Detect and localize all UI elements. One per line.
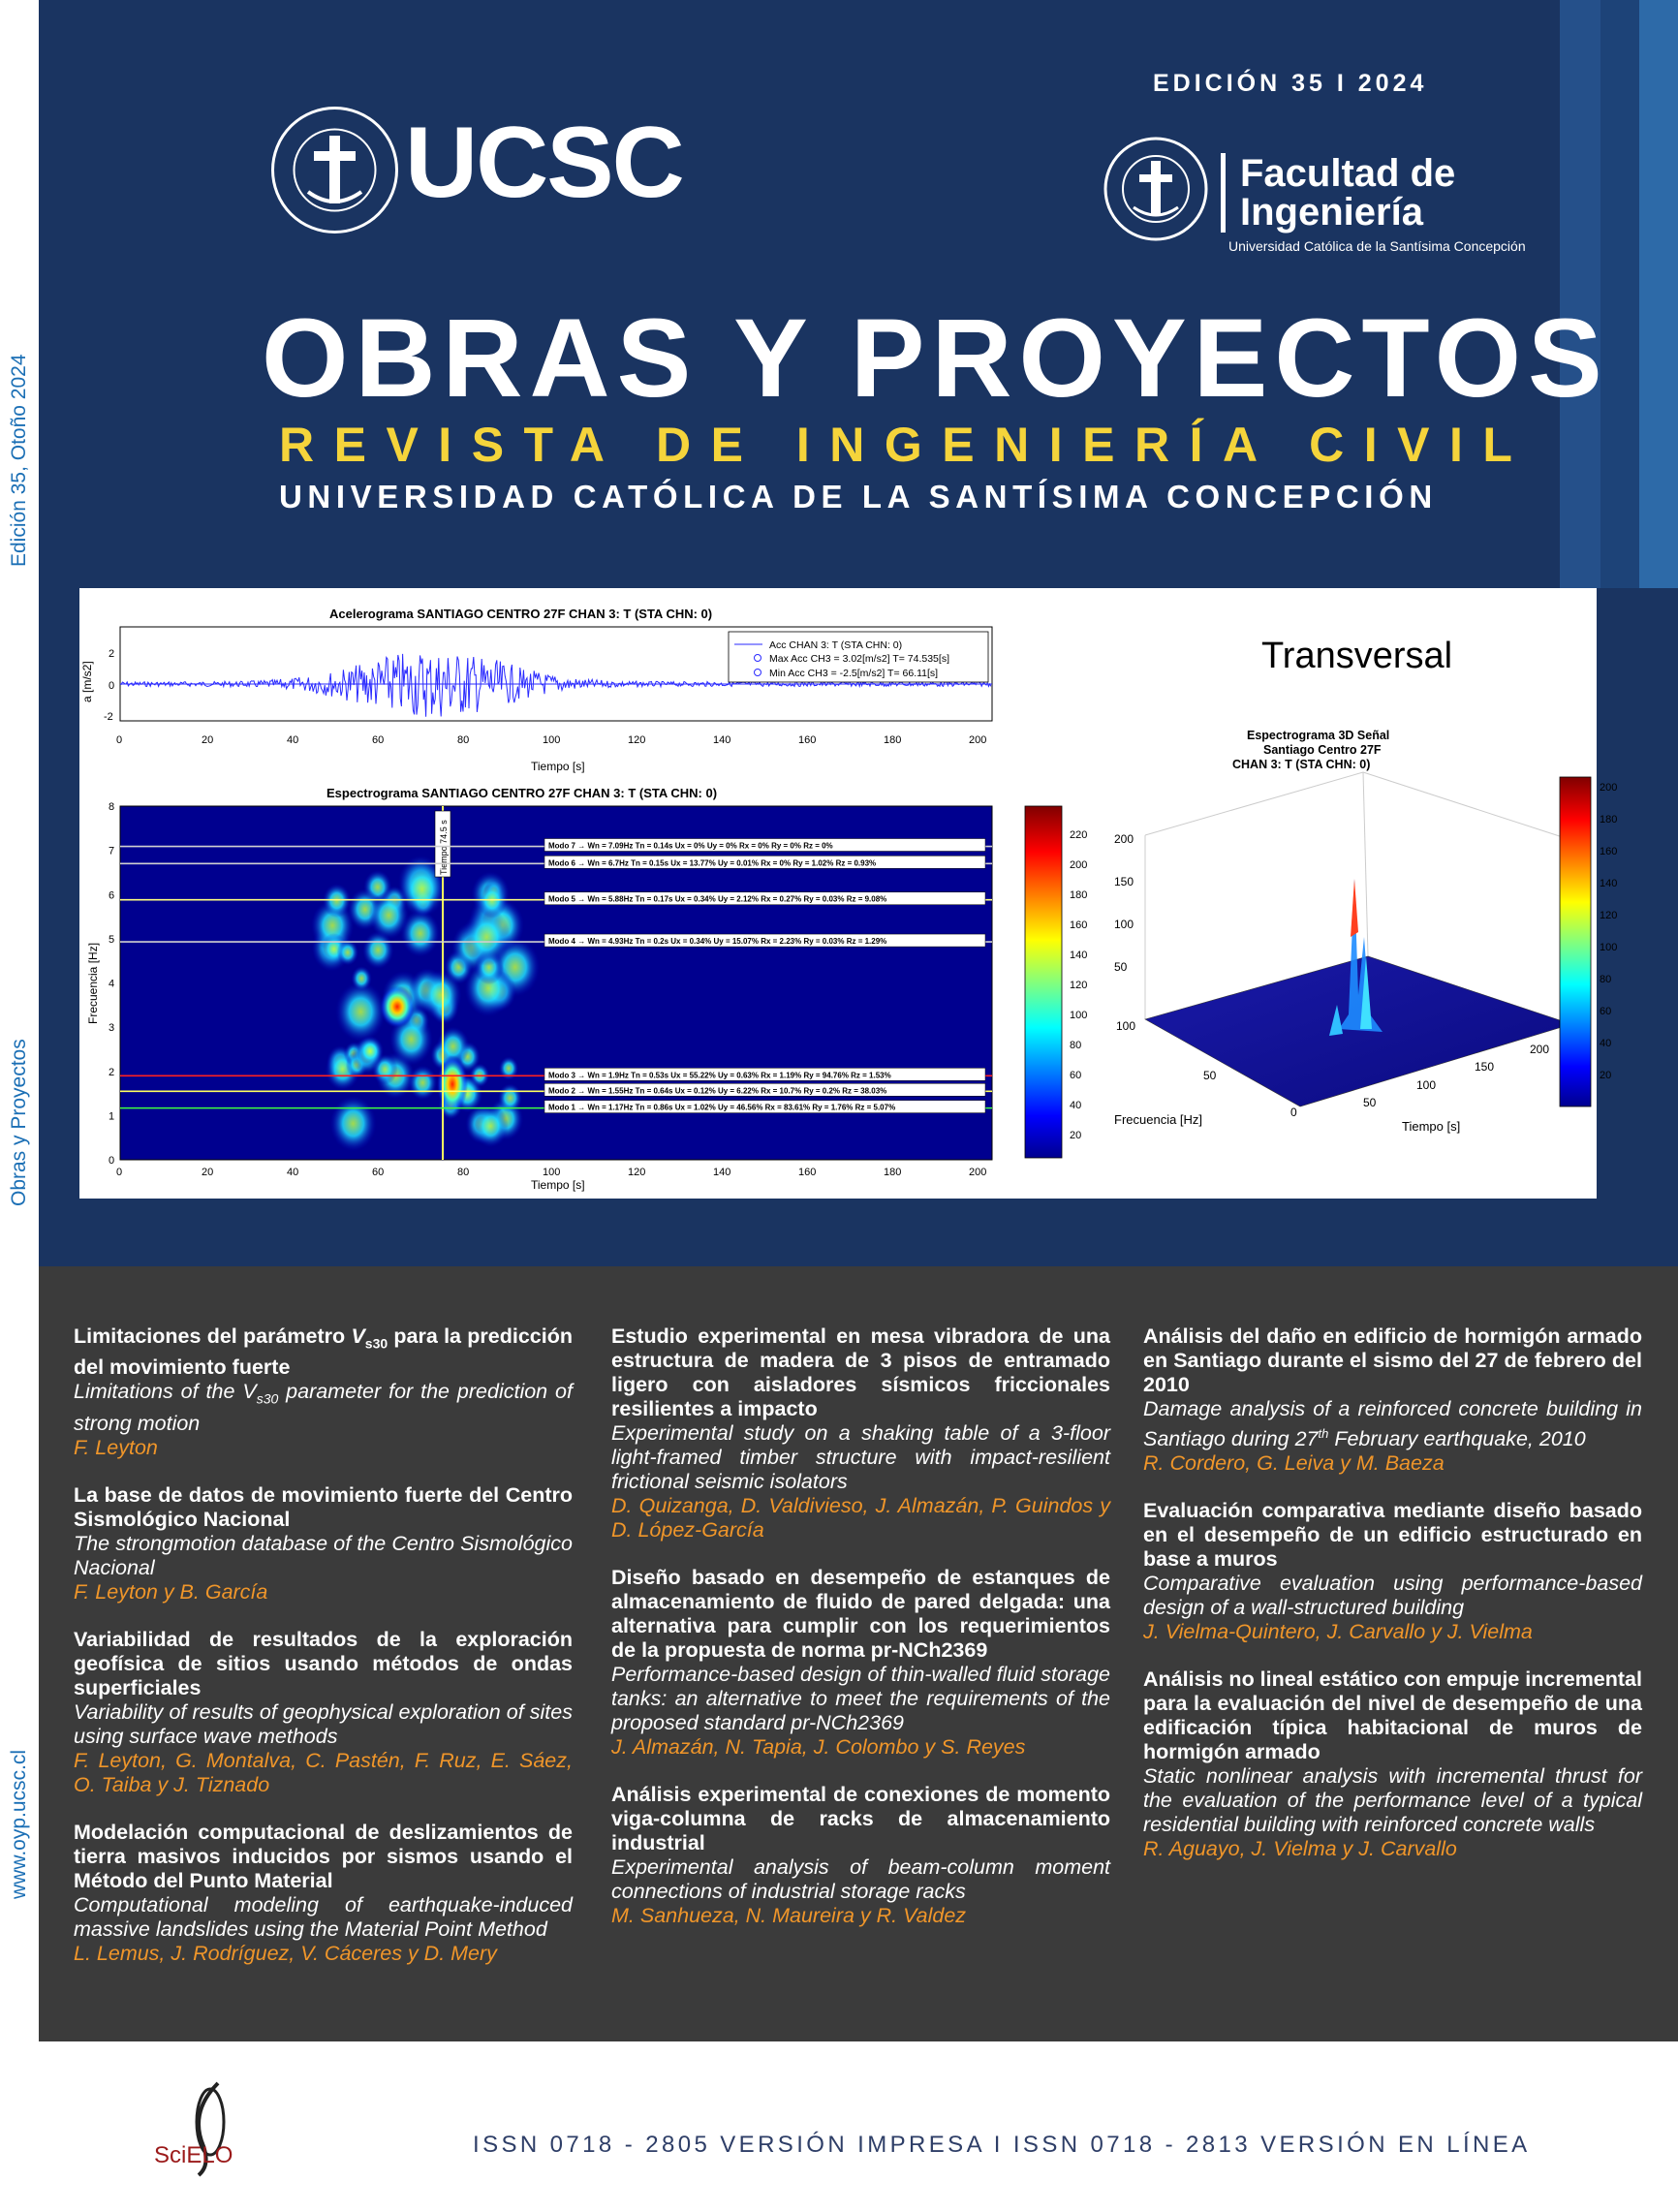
accel-ytick: 0 — [109, 680, 115, 692]
spec3d-freq-tick: 0 — [1290, 1106, 1297, 1119]
mode-label: Modo 3 → Wn = 1.9Hz Tn = 0.53s Ux = 55.22% Uy = 0.63% Rx = 1.19% Ry = 94.76% Rz = 1.53% — [548, 1071, 891, 1080]
spec-ytick: 6 — [109, 889, 115, 902]
spec3d-freq-tick: 100 — [1116, 1019, 1136, 1033]
article-title-en: Performance-based design of thin-walled fluid storage tanks: an alternative to meet the requirements of the proposed standard pr-NCh2369 — [611, 1663, 1110, 1734]
accel-xtick: 100 — [543, 734, 561, 746]
colorbar-1-tick: 120 — [1070, 980, 1088, 991]
transversal-label: Transversal — [1261, 636, 1453, 676]
left-sidebar — [0, 0, 39, 2212]
spec-blob — [351, 966, 371, 991]
spec3d-title: Espectrograma 3D Señal — [1247, 729, 1390, 742]
spec3d-title: Santiago Centro 27F — [1263, 743, 1382, 757]
spec-title: Espectrograma SANTIAGO CENTRO 27F CHAN 3: T (STA CHN: 0) — [326, 786, 718, 800]
spec-xtick: 0 — [116, 1167, 123, 1178]
spec-ytick: 4 — [109, 978, 115, 990]
spec-xtick: 20 — [202, 1167, 214, 1178]
article-title-en: Damage analysis of a reinforced concrete building in Santiago during 27th February earthquake, 2010 — [1143, 1397, 1642, 1451]
colorbar-1-tick: 160 — [1070, 919, 1088, 931]
issn-line: ISSN 0718 - 2805 VERSIÓN IMPRESA I ISSN 0718 - 2813 VERSIÓN EN LÍNEA — [473, 2132, 1531, 2158]
colorbar-2-tick: 200 — [1600, 782, 1618, 794]
article-authors: F. Leyton — [74, 1435, 158, 1459]
spec3d-time-tick: 200 — [1530, 1043, 1550, 1056]
accel-xtick: 160 — [798, 734, 817, 746]
spec-ylabel: Frecuencia [Hz] — [86, 942, 100, 1024]
journal-subtitle: REVISTA DE INGENIERÍA CIVIL — [279, 418, 1533, 472]
spec3d-ztick: 150 — [1114, 875, 1134, 888]
article-title-es: Modelación computacional de deslizamientos de tierra masivos inducidos por sismos usando el Método del Punto Material — [74, 1820, 573, 1892]
article-title-es: Diseño basado en desempeño de estanques de almacenamiento de fluido de pared delgada: una alternativa para cumplir con los requerimientos de la propuesta de norma pr-NCh2369 — [611, 1566, 1110, 1662]
accel-xtick: 40 — [287, 734, 299, 746]
spec-ytick: 2 — [109, 1066, 115, 1078]
header-stripe — [1560, 0, 1600, 588]
article-title-en: Experimental study on a shaking table of a 3-floor light-framed timber structure with impact-resilient frictional seismic isolators — [611, 1421, 1110, 1493]
article-authors: L. Lemus, J. Rodríguez, V. Cáceres y D. Mery — [74, 1941, 497, 1965]
spec-blob — [420, 970, 462, 1019]
spec3d-peak-tip — [1351, 879, 1358, 937]
spec3d-freq-label: Frecuencia [Hz] — [1114, 1112, 1203, 1127]
spec-xtick: 80 — [457, 1167, 470, 1178]
spec3d-ztick: 200 — [1114, 832, 1134, 846]
colorbar-1-tick: 80 — [1070, 1040, 1082, 1051]
spec-ytick: 8 — [109, 801, 115, 813]
article-item[interactable] — [611, 1324, 1110, 1542]
accel-legend-entry: Acc CHAN 3: T (STA CHN: 0) — [769, 639, 903, 651]
faculty-university: Universidad Católica de la Santísima Concepción — [1228, 238, 1526, 254]
article-title-es: Análisis del daño en edificio de hormigón armado en Santiago durante el sismo del 27 de febrero del 2010 — [1143, 1324, 1642, 1396]
accel-xticks — [116, 734, 986, 746]
colorbar-2-tick: 40 — [1600, 1038, 1612, 1049]
accel-xtick: 60 — [372, 734, 385, 746]
articles-column-1 — [74, 1324, 573, 1989]
accel-xtick: 180 — [884, 734, 902, 746]
accel-ytick: 2 — [109, 648, 115, 660]
spec3d-time-tick: 100 — [1416, 1078, 1437, 1092]
accel-xtick: 20 — [202, 734, 214, 746]
colorbar-2-tick: 180 — [1600, 814, 1618, 826]
article-authors: F. Leyton, G. Montalva, C. Pastén, F. Ruz, E. Sáez, O. Taiba y J. Tiznado — [74, 1748, 573, 1796]
colorbar-1 — [1025, 806, 1062, 1158]
spec-blob — [473, 1105, 509, 1147]
colorbar-1-tick: 20 — [1070, 1130, 1082, 1141]
spec3d-title: CHAN 3: T (STA CHN: 0) — [1232, 758, 1371, 771]
article-authors: F. Leyton y B. García — [74, 1579, 268, 1604]
article-item[interactable] — [1143, 1499, 1642, 1644]
accel-xtick: 80 — [457, 734, 470, 746]
article-title-es: Variabilidad de resultados de la exploración geofísica de sitios usando métodos de ondas superficiales — [74, 1627, 573, 1699]
spec-hotspot — [380, 985, 415, 1028]
accel-xtick: 140 — [713, 734, 731, 746]
article-title-es: Evaluación comparativa mediante diseño basado en el desempeño de un edificio estructurado en base a muros — [1143, 1499, 1642, 1572]
time-marker-label: Tiempo 74.5 s — [439, 820, 449, 875]
accel-ytick: -2 — [104, 711, 113, 723]
colorbar-1-tick: 100 — [1070, 1010, 1088, 1021]
spec-blob — [369, 891, 409, 940]
article-authors: R. Cordero, G. Leiva y M. Baeza — [1143, 1451, 1445, 1476]
article-title-en: The strongmotion database of the Centro Sismológico Nacional — [74, 1531, 573, 1579]
spec-xticks — [116, 1167, 986, 1178]
spec-blob — [408, 1065, 437, 1100]
mode-label: Modo 4 → Wn = 4.93Hz Tn = 0.2s Ux = 0.34% Uy = 15.07% Rx = 2.23% Ry = 0.03% Rz = 1.29% — [548, 937, 887, 947]
ucsc-logo-text: UCSC — [405, 107, 683, 219]
article-item[interactable] — [611, 1783, 1110, 1928]
header-stripe — [1600, 0, 1639, 588]
accel-legend-entry: Max Acc CH3 = 3.02[m/s2] T= 74.535[s] — [769, 653, 949, 665]
accel-xtick: 200 — [969, 734, 987, 746]
cover-figure — [79, 588, 1618, 1199]
spec-ytick: 1 — [109, 1110, 115, 1123]
article-title-en: Variability of results of geophysical exploration of sites using surface wave methods — [74, 1699, 573, 1748]
colorbar-2-tick: 140 — [1600, 878, 1618, 889]
edition-badge: EDICIÓN 35 I 2024 — [1153, 70, 1428, 97]
spec3d-ztick: 100 — [1114, 918, 1134, 931]
scielo-text: SciELO — [154, 2142, 233, 2168]
ucsc-seal-logo — [269, 105, 400, 235]
spec-blob — [330, 1096, 377, 1151]
university-name: UNIVERSIDAD CATÓLICA DE LA SANTÍSIMA CONCEPCIÓN — [279, 479, 1438, 514]
article-authors: R. Aguayo, J. Vielma y J. Carvallo — [1143, 1837, 1457, 1861]
article-title-es: Estudio experimental en mesa vibradora de una estructura de madera de 3 pisos de entramado ligero con aisladores sísmicos friccionales resilientes a impacto — [611, 1324, 1110, 1420]
article-authors: J. Almazán, N. Tapia, J. Colombo y S. Reyes — [611, 1735, 1026, 1759]
article-authors: D. Quizanga, D. Valdivieso, J. Almazán, P. Guindos y D. López-García — [611, 1494, 1110, 1542]
spec-xtick: 180 — [884, 1167, 902, 1178]
spec3d-time-tick: 150 — [1475, 1060, 1495, 1074]
accel-legend-entry: Min Acc CH3 = -2.5[m/s2] T= 66.11[s] — [769, 668, 939, 679]
accel-xlabel: Tiempo [s] — [531, 760, 585, 773]
article-title-en: Comparative evaluation using performance-based design of a wall-structured building — [1143, 1572, 1642, 1620]
article-item[interactable] — [74, 1628, 573, 1797]
spec3d-floor — [1145, 956, 1571, 1106]
spec-ytick: 7 — [109, 845, 115, 857]
article-title-en: Static nonlinear analysis with incremental thrust for the evaluation of the performance level of a typical residential building with reinforced concrete walls — [1143, 1764, 1642, 1837]
colorbar-1-tick: 200 — [1070, 859, 1088, 871]
colorbar-1-tick: 180 — [1070, 889, 1088, 901]
article-item[interactable] — [1143, 1324, 1642, 1476]
spec-yticks — [109, 801, 114, 1167]
article-item[interactable] — [74, 1483, 573, 1604]
colorbar-2-tick: 20 — [1600, 1070, 1612, 1081]
article-title-en: Experimental analysis of beam-column moment connections of industrial storage racks — [611, 1855, 1110, 1903]
spec-xtick: 200 — [969, 1167, 987, 1178]
faculty-seal-logo — [1103, 136, 1209, 242]
spec-xtick: 120 — [628, 1167, 646, 1178]
article-item[interactable] — [74, 1821, 573, 1966]
spec3d-time-tick: 50 — [1363, 1096, 1377, 1109]
accel-title: Acelerograma SANTIAGO CENTRO 27F CHAN 3: T (STA CHN: 0) — [329, 607, 713, 621]
mode-label: Modo 2 → Wn = 1.55Hz Tn = 0.64s Ux = 0.12% Uy = 6.22% Rx = 10.7% Ry = 0.2% Rz = 38.03% — [548, 1086, 887, 1096]
faculty-name-line2: Ingeniería — [1240, 191, 1423, 234]
sidebar-journal: Obras y Proyectos — [8, 1039, 30, 1206]
accel-xtick: 0 — [116, 734, 123, 746]
article-title-es: La base de datos de movimiento fuerte del Centro Sismológico Nacional — [74, 1482, 573, 1531]
spec-xtick: 60 — [372, 1167, 385, 1178]
colorbar-1-tick: 60 — [1070, 1070, 1082, 1081]
article-item[interactable] — [1143, 1667, 1642, 1861]
spec-blob — [337, 940, 358, 966]
spec-blob — [499, 1056, 518, 1079]
mode-label: Modo 7 → Wn = 7.09Hz Tn = 0.14s Ux = 0% Uy = 0% Rx = 0% Ry = 0% Rz = 0% — [548, 841, 833, 851]
spec-xtick: 160 — [798, 1167, 817, 1178]
article-item[interactable] — [611, 1566, 1110, 1760]
spec-ytick: 5 — [109, 933, 115, 946]
mode-label: Modo 6 → Wn = 6.7Hz Tn = 0.15s Ux = 13.77% Uy = 0.01% Rx = 0% Ry = 1.02% Rz = 0.93% — [548, 858, 877, 868]
articles-column-3 — [1143, 1324, 1642, 1885]
colorbar-2-tick: 80 — [1600, 974, 1612, 985]
journal-title: OBRAS Y PROYECTOS — [262, 296, 1609, 421]
article-title-en: Computational modeling of earthquake-induced massive landslides using the Material Point Method — [74, 1892, 573, 1941]
spec-xtick: 40 — [287, 1167, 299, 1178]
mode-label: Modo 5 → Wn = 5.88Hz Tn = 0.17s Ux = 0.34% Uy = 2.12% Rx = 0.27% Ry = 0.03% Rz = 9.08% — [548, 894, 887, 904]
spec3d-freq-tick: 50 — [1203, 1069, 1217, 1082]
colorbar-1-tick: 220 — [1070, 829, 1088, 841]
faculty-divider — [1221, 153, 1226, 233]
articles-column-2 — [611, 1324, 1110, 1951]
article-title-en: Limitations of the $V_{s30}$ parameter for the prediction of strong motion — [74, 1380, 573, 1435]
accel-xtick: 120 — [628, 734, 646, 746]
articles-panel — [39, 1266, 1678, 2041]
spec-blob — [323, 884, 351, 918]
colorbar-2-tick: 160 — [1600, 846, 1618, 857]
spec-xtick: 140 — [713, 1167, 731, 1178]
colorbar-2-tick: 60 — [1600, 1006, 1612, 1017]
colorbar-2 — [1560, 777, 1591, 1106]
spec-xtick: 100 — [543, 1167, 561, 1178]
spec3d-time-label: Tiempo [s] — [1402, 1119, 1461, 1134]
spec-ytick: 3 — [109, 1022, 115, 1035]
colorbar-1-tick: 140 — [1070, 950, 1088, 961]
colorbar-1-ticks — [1070, 829, 1087, 1141]
scielo-logo — [150, 2073, 266, 2180]
sidebar-edition: Edición 35, Otoño 2024 — [8, 354, 30, 567]
accel-ylabel: a [m/s2] — [80, 661, 94, 702]
sidebar-url[interactable]: www.oyp.ucsc.cl — [8, 1749, 30, 1899]
faculty-name-line1: Facultad de — [1240, 152, 1456, 195]
spec-blob — [357, 1036, 384, 1067]
colorbar-1-tick: 40 — [1070, 1100, 1082, 1111]
article-title-es: Limitaciones del parámetro $V_{s30}$ para la predicción del movimiento fuerte — [74, 1324, 573, 1380]
mode-label: Modo 1 → Wn = 1.17Hz Tn = 0.86s Ux = 1.02% Uy = 46.56% Rx = 83.61% Ry = 1.76% Rz = 5.07% — [548, 1103, 896, 1112]
spec-ytick: 0 — [109, 1155, 115, 1167]
article-title-es: Análisis experimental de conexiones de momento viga-columna de racks de almacenamiento industrial — [611, 1783, 1110, 1854]
spec3d-ztick: 50 — [1114, 960, 1128, 974]
colorbar-2-tick: 120 — [1600, 910, 1618, 921]
colorbar-2-tick: 100 — [1600, 942, 1618, 953]
article-authors: J. Vielma-Quintero, J. Carvallo y J. Vielma — [1143, 1620, 1533, 1644]
header-stripe — [1639, 0, 1678, 588]
article-authors: M. Sanhueza, N. Maureira y R. Valdez — [611, 1904, 967, 1927]
article-title-es: Análisis no lineal estático con empuje incremental para la evaluación del nivel de desempeño de una edificación típica habitacional de muros de hormigón armado — [1143, 1667, 1642, 1764]
article-item[interactable] — [74, 1324, 573, 1460]
spec-hotspot — [437, 1055, 468, 1113]
spec-xlabel: Tiempo [s] — [531, 1178, 585, 1192]
